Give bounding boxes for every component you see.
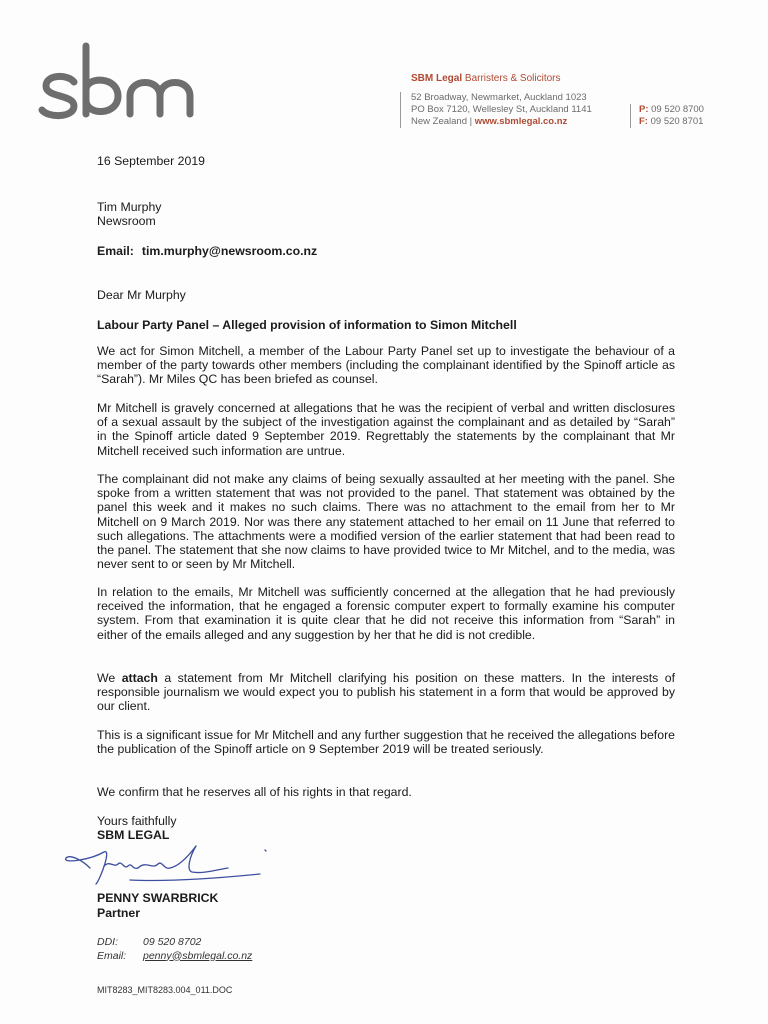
signer-name: PENNY SWARBRICK <box>97 891 219 905</box>
p5-attach: attach <box>121 671 158 685</box>
salutation: Dear Mr Murphy <box>97 288 186 302</box>
recipient-email-line <box>97 244 317 258</box>
firm-name: SBM Legal <box>411 73 463 84</box>
letter-subject: Labour Party Panel – Alleged provision of information to Simon Mitchell <box>97 318 517 332</box>
phone-label: P: <box>639 104 649 115</box>
signature <box>60 840 290 890</box>
sbm-logo <box>38 40 218 120</box>
firm-contact <box>630 104 704 128</box>
ddi-number: 09 520 8702 <box>143 936 202 948</box>
phone-number: 09 520 8700 <box>651 104 704 115</box>
paragraph-5 <box>97 671 675 714</box>
address-line-1: 52 Broadway, Newmarket, Auckland 1023 <box>411 92 587 103</box>
direct-email-line <box>97 950 252 964</box>
fax-line <box>639 116 704 128</box>
address-line-3 <box>411 116 631 128</box>
direct-contact <box>97 936 252 963</box>
direct-email-label: Email: <box>97 949 127 962</box>
ddi-label: DDI: <box>97 936 118 948</box>
recipient-email[interactable]: tim.murphy@newsroom.co.nz <box>141 244 318 258</box>
recipient-org: Newsroom <box>97 214 156 229</box>
closing: Yours faithfully <box>97 814 177 828</box>
letter-date: 16 September 2019 <box>97 154 206 168</box>
address-country: New Zealand <box>411 116 467 127</box>
direct-email-link[interactable]: penny@sbmlegal.co.nz <box>143 949 253 962</box>
ddi-line <box>97 936 252 950</box>
phone-line <box>639 104 704 116</box>
address-separator: | <box>469 116 473 127</box>
fax-label: F: <box>639 116 648 127</box>
paragraph-2: Mr Mitchell is gravely concerned at allegations that he was the recipient of verbal and written disclosures of a sexual assault by the subject of the investigation against the complainant and as detailed by “Sarah” in the Spinoff article dated 9 September 2019. Regrettably the statements by the complainant that Mr Mitchell received such information are untrue. <box>97 401 675 458</box>
firm-subtitle: Barristers & Solicitors <box>464 73 561 84</box>
firm-website[interactable]: www.sbmlegal.co.nz <box>474 116 568 127</box>
paragraph-3: The complainant did not make any claims of being sexually assaulted at her meeting with the panel. She spoke from a written statement that was not provided to the panel. That statement was obtained by the panel this week and it makes no such claims. There was no attachment to the email from her to Mr Mitchell on 9 March 2019. Nor was there any statement attached to her email on 11 June that referred to such allegations. The attachments were a modified version of the earlier statement that had been read to the panel. The statement that she now claims to have provided twice to Mr Mitchel, and to the media, was never sent to or seen by Mr Mitchell. <box>97 472 675 572</box>
recipient-name: Tim Murphy <box>97 200 162 214</box>
paragraph-7: We confirm that he reserves all of his rights in that regard. <box>97 785 412 799</box>
paragraph-1: We act for Simon Mitchell, a member of the Labour Party Panel set up to investigate the behaviour of a member of the party towards other members (including the complainant identified by the Spinoff article as “Sarah”). Mr Miles QC has been briefed as counsel. <box>97 344 675 387</box>
p5-start: We <box>97 671 122 685</box>
recipient-block <box>97 200 161 228</box>
firm-address <box>400 92 631 128</box>
document-reference: MIT8283_MIT8283.004_011.DOC <box>97 985 233 995</box>
firm-title <box>411 73 560 84</box>
fax-number: 09 520 8701 <box>650 116 704 127</box>
signer-role: Partner <box>97 906 141 920</box>
p5-rest: a statement from Mr Mitchell clarifying his position on these matters. In the interests of responsible journalism we would expect you to publish his statement in a form that would be approved by our client. <box>97 671 676 714</box>
email-label: Email: <box>97 244 134 258</box>
paragraph-6: This is a significant issue for Mr Mitchell and any further suggestion that he received the allegations before the publication of the Spinoff article on 9 September 2019 will be treated seriously. <box>97 728 675 757</box>
firm-signoff: SBM LEGAL <box>97 828 170 842</box>
paragraph-4: In relation to the emails, Mr Mitchell was sufficiently concerned at the allegation that he had previously received the information, that he engaged a forensic computer expert to formally examine his computer system. From that examination it is quite clear that he did not receive this information from “Sarah” in either of the emails alleged and any suggestion by her that he did is not credible. <box>97 585 675 642</box>
address-line-2: PO Box 7120, Wellesley St, Auckland 1141 <box>411 104 592 115</box>
